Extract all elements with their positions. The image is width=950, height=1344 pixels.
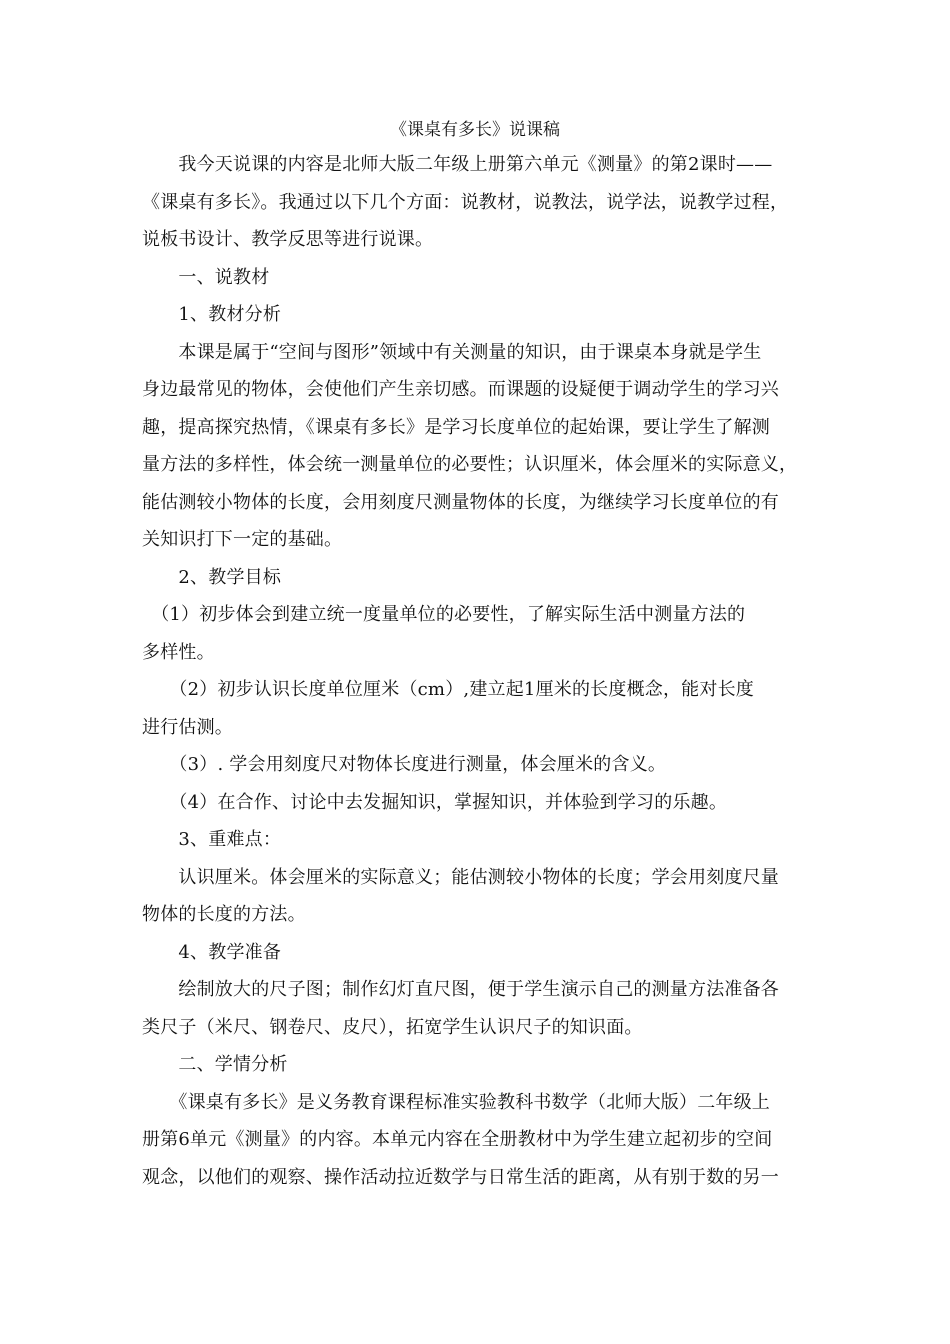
document-line: 观念，以他们的观察、操作活动拉近数学与日常生活的距离，从有别于数的另一 <box>142 1166 779 1188</box>
document-line: 说板书设计、教学反思等进行说课。 <box>142 229 434 250</box>
document-line: 一、说教材 <box>142 266 270 288</box>
document-line: 量方法的多样性，体会统一测量单位的必要性；认识厘米，体会厘米的实际意义， <box>142 454 798 475</box>
document-line: 本课是属于“空间与图形”领域中有关测量的知识，由于课桌本身就是学生 <box>142 341 762 363</box>
document-line: 3、重难点： <box>142 829 282 850</box>
document-line: 1、教材分析 <box>142 304 282 325</box>
document-line: 物体的长度的方法。 <box>142 904 306 925</box>
document-line: （4）在合作、讨论中去发掘知识，掌握知识，并体验到学习的乐趣。 <box>142 791 728 813</box>
document-line: 关知识打下一定的基础。 <box>142 529 343 550</box>
document-line: 2、教学目标 <box>142 566 282 588</box>
document-line: 4、教学准备 <box>142 941 282 963</box>
document-line: 进行估测。 <box>142 716 233 738</box>
document-line: 能估测较小物体的长度，会用刻度尺测量物体的长度，为继续学习长度单位的有 <box>142 491 779 513</box>
document-line: 多样性。 <box>142 641 215 663</box>
document-line: 认识厘米。体会厘米的实际意义；能估测较小物体的长度；学会用刻度尺量 <box>142 866 779 888</box>
document-line: 我今天说课的内容是北师大版二年级上册第六单元《测量》的第2课时—— <box>142 154 773 175</box>
document-line: （2）初步认识长度单位厘米（cm）,建立起1厘米的长度概念，能对长度 <box>142 679 754 700</box>
document-line: 《课桌有多长》是义务教育课程标准实验教科书数学（北师大版）二年级上 <box>142 1091 770 1113</box>
document-line: 身边最常见的物体，会使他们产生亲切感。而课题的设疑便于调动学生的学习兴 <box>142 379 779 400</box>
document-line: 类尺子（米尺、钢卷尺、皮尺），拓宽学生认识尺子的知识面。 <box>142 1016 643 1038</box>
document-line: 趣，提高探究热情，《课桌有多长》是学习长度单位的起始课，要让学生了解测 <box>142 416 770 438</box>
document-title: 《课桌有多长》说课稿 <box>390 120 560 140</box>
document-body <box>142 146 822 1196</box>
document-line: 绘制放大的尺子图；制作幻灯直尺图，便于学生演示自己的测量方法准备各 <box>142 979 779 1000</box>
document-line: （1）初步体会到建立统一度量单位的必要性，了解实际生活中测量方法的 <box>142 604 746 625</box>
document-line: （3）. 学会用刻度尺对物体长度进行测量，体会厘米的含义。 <box>142 754 667 775</box>
document-line: 《课桌有多长》。我通过以下几个方面：说教材，说教法，说学法，说教学过程， <box>142 191 789 213</box>
document-line: 册第6单元《测量》的内容。本单元内容在全册教材中为学生建立起初步的空间 <box>142 1129 773 1150</box>
document-line: 二、学情分析 <box>142 1054 288 1075</box>
